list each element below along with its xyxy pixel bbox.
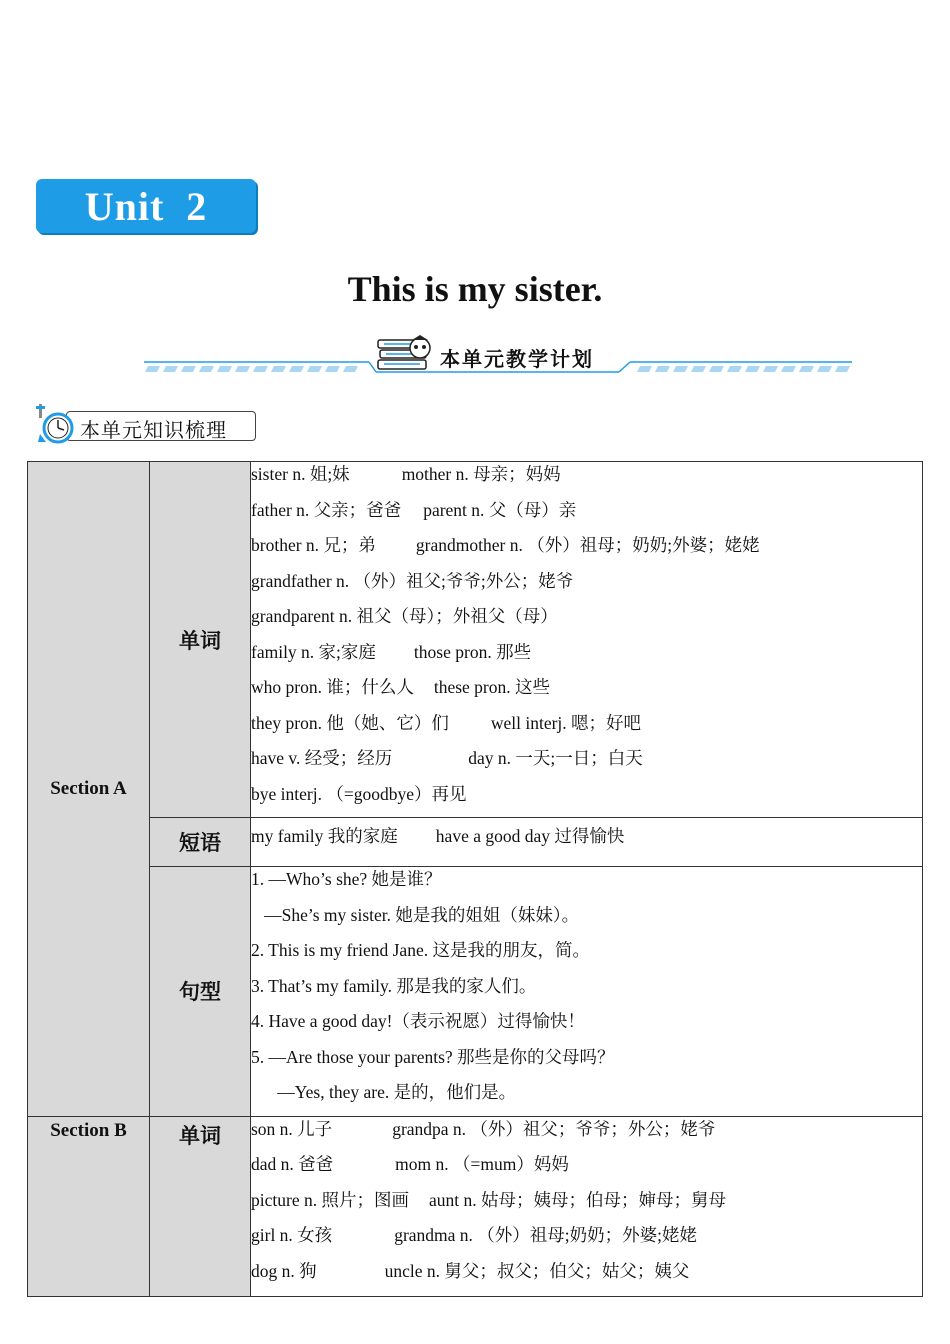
vocab-entry: bye interj. （=goodbye）再见 [251,783,467,804]
section-b-vocab-cell [251,1116,923,1296]
vocab-line [251,604,922,640]
section-a-vocab-label: 单词 [150,462,251,818]
section-a-sentence-label: 句型 [150,867,251,1117]
section-a-header: Section A [28,462,150,1117]
section-a-phrase-label: 短语 [150,818,251,867]
vocab-entry: those pron. 那些 [413,641,532,662]
vocab-line [251,1152,922,1188]
phrase-line [251,818,922,866]
vocab-line [251,462,922,498]
vocab-entry: brother n. 兄；弟 [251,535,376,555]
books-icon [378,335,430,369]
vocab-line [251,1259,922,1295]
vocab-line [251,1223,922,1259]
vocab-entry: father n. 父亲；爸爸 [251,499,402,520]
sentence-line: 4. Have a good day!（表示祝愿）过得愉快！ [251,1011,585,1031]
section-a-vocab-row [28,462,923,818]
phrase-entry: my family 我的家庭 [251,826,398,846]
vocab-line [251,746,922,782]
vocab-entry: mom n. （=mum）妈妈 [395,1154,569,1174]
vocab-entry: grandma n. （外）祖母;奶奶；外婆;姥姥 [394,1225,698,1245]
section-b-vocab-label: 单词 [150,1116,251,1296]
vocab-line [251,1117,922,1153]
vocab-line [251,569,922,605]
vocab-entry: they pron. 他（她、它）们 [251,712,449,733]
section-a-vocab-cell [251,462,923,818]
sentence-line: 5. —Are those your parents? 那些是你的父母吗？ [251,1046,615,1067]
vocab-entry: aunt n. 姑母；姨母；伯母；婶母；舅母 [428,1189,726,1210]
vocab-line [251,498,922,534]
summary-tag-label: 本单元知识梳理 [80,418,227,442]
unit-label: Unit [84,183,165,229]
section-a-phrase-cell [251,818,923,867]
vocab-line [251,1188,922,1224]
vocab-entry: these pron. 这些 [433,677,551,697]
section-a-phrase-row [28,818,923,867]
vocab-entry: have v. 经受；经历 [251,748,393,768]
vocab-line [251,675,922,711]
vocab-entry: son n. 儿子 [251,1118,333,1139]
teaching-plan-heading: 本单元教学计划 [440,347,594,371]
section-b-vocab-row [28,1116,923,1296]
vocab-entry: mother n. 母亲；妈妈 [401,464,561,484]
vocab-line [251,533,922,569]
vocab-entry: girl n. 女孩 [251,1225,333,1245]
vocab-entry: well interj. 嗯；好吧 [490,712,642,733]
clock-icon [36,404,82,444]
sentence-line: 3. That’s my family. 那是我的家人们。 [251,975,537,996]
knowledge-table [27,461,923,1297]
vocab-line [251,782,922,818]
section-b-header: Section B [28,1116,150,1296]
vocab-entry: parent n. 父（母）亲 [423,499,577,520]
vocab-line [251,640,922,676]
section-a-sentence-cell [251,867,923,1117]
vocab-entry: grandparent n. 祖父（母）；外祖父（母） [251,606,558,626]
vocab-entry: sister n. 姐;妹 [251,464,350,484]
vocab-entry: grandpa n. （外）祖父；爷爷；外公；姥爷 [392,1118,716,1139]
knowledge-summary-tag [36,404,256,444]
vocab-entry: dog n. 狗 [251,1260,317,1281]
vocab-entry: grandmother n. （外）祖母；奶奶;外婆；姥姥 [415,535,760,555]
vocab-entry: uncle n. 舅父；叔父；伯父；姑父；姨父 [384,1260,690,1281]
page-title: This is my sister. [347,269,603,309]
unit-badge [36,179,256,233]
unit-number: 2 [186,183,208,229]
vocab-entry: family n. 家;家庭 [251,641,376,662]
sentence-line: 1. —Who’s she? 她是谁？ [251,869,442,889]
sentence-line: —Yes, they are. 是的，他们是。 [251,1082,517,1102]
vocab-entry: who pron. 谁；什么人 [251,677,414,697]
sentence-line: 2. This is my friend Jane. 这是我的朋友，简。 [251,940,590,960]
phrase-entry: have a good day 过得愉快 [435,826,625,846]
vocab-line [251,711,922,747]
section-a-sentence-row [28,867,923,1117]
vocab-entry: dad n. 爸爸 [251,1154,334,1174]
sentence-line: —She’s my sister. 她是我的姐姐（妹妹）。 [251,904,580,925]
vocab-entry: picture n. 照片；图画 [251,1189,409,1210]
vocab-entry: day n. 一天;一日；白天 [468,748,643,768]
vocab-entry: grandfather n. （外）祖父;爷爷;外公；姥爷 [251,570,574,591]
